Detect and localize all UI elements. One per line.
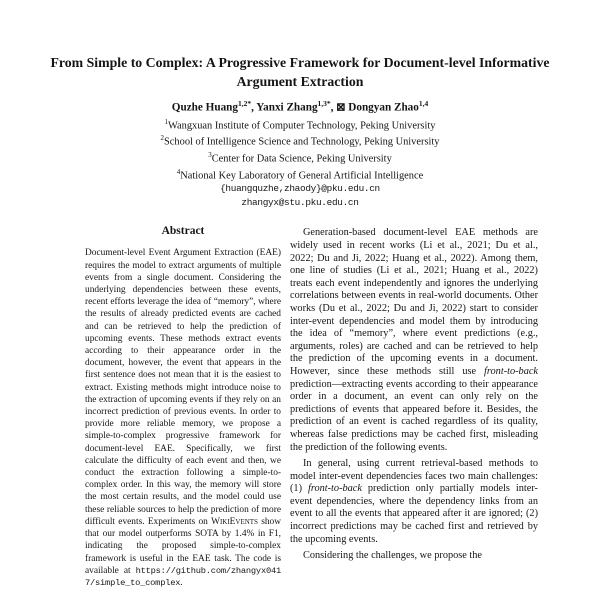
affiliation-line-3: $^3$Center for Data Science, Peking University	[208, 151, 392, 165]
affiliation-line-4: $^4$National Key Laboratory of General Artificial Intelligence	[176, 167, 424, 182]
body-paragraph-1: Generation-based document-level EAE methods are widely used in recent works (Li et al., 2021; Du et al., 2022; Du and Ji, 2022; Huang et al., 2022). Among them, one line of studies (Li et al., 2021; Huang et al., 2022) treats each event independently and ignores the underlying correlations between events in real-world documents. Other works (Du et al., 2022; Du and Ji, 2022) start to consider inter-event dependencies and model them by introducing the idea of “memory”, where event predictions (e.g., arguments, roles) are cached and can be retrieved to help the prediction of the upcoming events in a document. However, since these methods still use front-to-back prediction—extracting events according to their appearance order in a document, an event can only rely on the predictions of events that appeared before it. Besides, the prediction of an event is cached regardless of its quality, whereas false predictions may be cached first, misleading the prediction of the following events.	[290, 227, 538, 453]
author-name-3: Dongyan Zhao	[348, 101, 419, 114]
body-paragraph-2: In general, using current retrieval-based methods to model inter-event dependencies faces two main challenges: (1) front-to-back prediction only partially models inter-event dependencies, where the dependency links from an event to all the events that appeared after it are ignored; (2) incorrect predictions may be cached first and retrieved by the upcoming events.	[290, 458, 538, 545]
author-superscript-1: 1,2*	[237, 99, 252, 108]
abstract-heading: Abstract	[161, 225, 205, 238]
affiliation-line-1: $^1$Wangxuan Institute of Computer Technology, Peking University	[164, 117, 436, 132]
author-separator-2: ,	[330, 101, 337, 114]
author-name-2: Yanxi Zhang	[256, 101, 318, 114]
paper-title: From Simple to Complex: A Progressive Framework for Document-level Informative Argument Extraction	[50, 55, 550, 89]
left-column	[60, 225, 281, 589]
envelope-icon: ⊠	[336, 101, 346, 114]
affiliation-line-2: $^2$School of Intelligence Science and Technology, Peking University	[160, 134, 440, 148]
code-url-link[interactable]: https://github.com/zhangyx0417/simple_to_complex	[85, 565, 281, 588]
front-to-back-term: front-to-back	[484, 365, 538, 377]
author-separator-1: ,	[251, 101, 257, 114]
abstract-segment-1: Document-level Event Argument Extraction (EAE) requires the model to extract arguments of multiple events from a single document. Considering the underlying dependencies between these events, recent efforts leverage the idea of “memory”, where the results of already predicted events are cached and can be retrieved to help the prediction of upcoming events. These methods extract events according to their appearance order in the document, however, the event that appears in the first sentence does not mean that it is the easiest to extract. Existing methods might introduce noise to the extraction of upcoming events if they rely on an incorrect prediction of previous events. In order to provide more reliable memory, we propose a simple-to-complex progressive framework for document-level EAE. Specifically, we first calculate the difficulty of each event and then, we conduct the extraction following a simple-to-complex order. In this way, the memory will store the most certain results, and the model could use these reliable sources to help the prediction of more difficult events. Experiments on	[85, 248, 281, 527]
author-superscript-2: 1,3*	[317, 99, 331, 108]
two-column-body	[60, 225, 600, 589]
authors-line	[0, 99, 600, 114]
front-to-back-term-2: front-to-back	[307, 483, 362, 495]
author-superscript-3: 1,4	[418, 99, 429, 108]
right-column	[290, 225, 538, 589]
affiliations	[0, 116, 600, 183]
abstract-segment-3: .	[180, 577, 183, 588]
author-name-1: Quzhe Huang	[171, 101, 238, 114]
abstract-text	[85, 247, 281, 589]
abstract-segment-2: show that our model outperforms SOTA by 1.4% in F1, indicating the proposed simple-to-complex framework is useful in the EAE task. The code is available at	[85, 516, 281, 576]
email-line-2: zhangyx@stu.pku.edu.cn	[241, 196, 359, 208]
body-paragraph-3: Considering the challenges, we propose the	[303, 550, 483, 562]
wikievents-dataset-name: WikiEvents	[211, 516, 258, 527]
email-line-1: {huangquzhe,zhaody}@pku.edu.cn	[220, 183, 380, 195]
